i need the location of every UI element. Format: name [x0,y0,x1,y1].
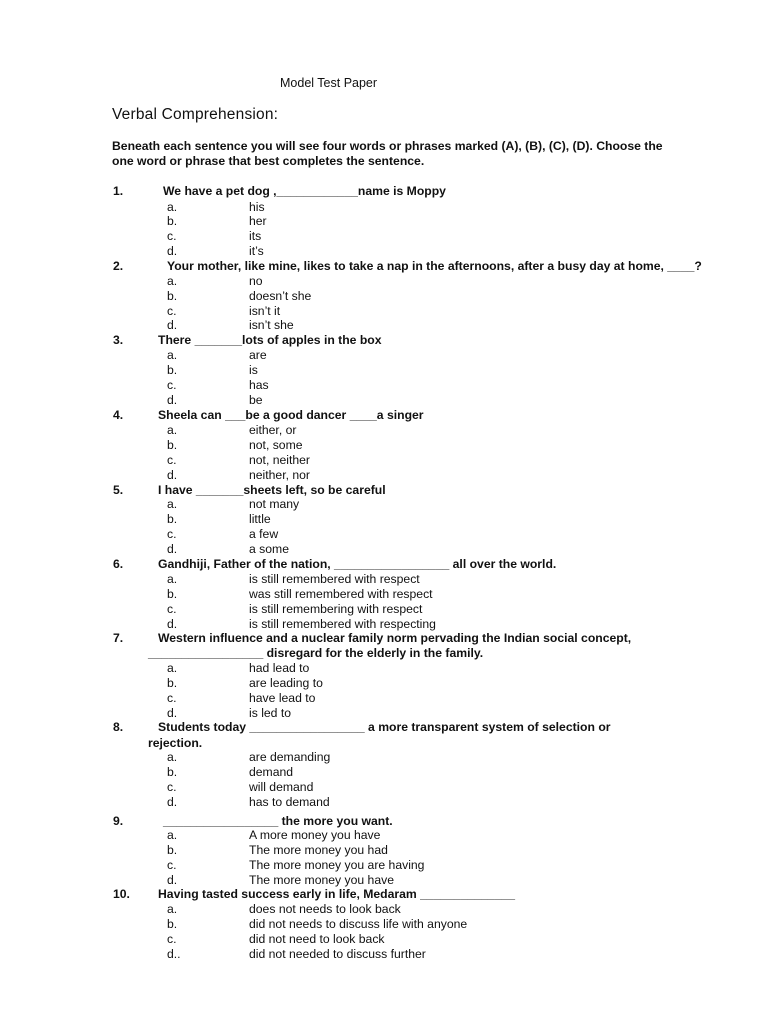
option-letter: c. [167,453,177,467]
option-text: The more money you are having [249,858,425,872]
option-letter: d. [167,318,178,332]
option-letter: b. [167,214,178,228]
option-text: little [249,512,271,526]
option-letter: d. [167,468,178,482]
option-text: not many [249,497,300,511]
option-text: isn’t it [249,304,281,318]
option-letter: c. [167,780,177,794]
option-letter: d. [167,244,178,258]
option-text: his [249,200,265,214]
option-text: is led to [249,706,292,720]
option-text: will demand [249,780,314,794]
option-text: are [249,348,267,362]
option-letter: a. [167,497,178,511]
question-number: 5. [113,483,124,497]
option-letter: a. [167,750,178,764]
option-text: The more money you have [249,873,394,887]
option-text: a some [249,542,289,556]
option-text: was still remembered with respect [249,587,433,601]
option-text: not, some [249,438,303,452]
option-letter: d.. [167,947,181,961]
question-text-continued: _________________ disregard for the elderly in the family. [148,646,484,660]
option-text: The more money you had [249,843,388,857]
option-text: is still remembered with respect [249,572,420,586]
option-text: had lead to [249,661,310,675]
option-letter: a. [167,902,178,916]
option-text: is still remembering with respect [249,602,423,616]
option-letter: a. [167,572,178,586]
option-letter: b. [167,512,178,526]
option-letter: a. [167,423,178,437]
option-text: are leading to [249,676,323,690]
option-text: is [249,363,258,377]
option-letter: d. [167,706,178,720]
option-letter: c. [167,602,177,616]
question-text: There _______lots of apples in the box [158,333,382,347]
question-number: 7. [113,631,124,645]
option-text: has [249,378,269,392]
option-text: her [249,214,267,228]
option-letter: b. [167,765,178,779]
question-number: 10. [113,887,130,901]
question-text: Gandhiji, Father of the nation, _________________ all over the world. [158,557,557,571]
option-text: is still remembered with respecting [249,617,436,631]
section-heading: Verbal Comprehension: [112,106,279,123]
option-text: demand [249,765,294,779]
option-text: are demanding [249,750,331,764]
question-number: 4. [113,408,124,422]
option-letter: b. [167,438,178,452]
question-text: Western influence and a nuclear family norm pervading the Indian social concept, [158,631,632,645]
question-number: 6. [113,557,124,571]
option-text: its [249,229,262,243]
question-text: _________________ the more you want. [163,814,393,828]
option-letter: a. [167,828,178,842]
option-letter: a. [167,274,178,288]
option-text: did not need to look back [249,932,385,946]
option-letter: d. [167,542,178,556]
question-number: 1. [113,184,124,198]
option-letter: b. [167,587,178,601]
option-letter: d. [167,393,178,407]
option-letter: c. [167,378,177,392]
option-text: a few [249,527,279,541]
option-letter: b. [167,917,178,931]
question-text-continued: rejection. [148,736,203,750]
option-text: neither, nor [249,468,310,482]
option-letter: a. [167,661,178,675]
option-letter: b. [167,676,178,690]
option-text: A more money you have [249,828,381,842]
question-number: 8. [113,720,124,734]
option-text: does not needs to look back [249,902,401,916]
option-text: have lead to [249,691,316,705]
option-letter: d. [167,617,178,631]
option-text: has to demand [249,795,330,809]
option-text: either, or [249,423,297,437]
option-letter: b. [167,843,178,857]
option-letter: c. [167,527,177,541]
option-letter: c. [167,691,177,705]
option-text: did not needed to discuss further [249,947,426,961]
option-letter: d. [167,873,178,887]
instructions-text: Beneath each sentence you will see four words or phrases marked (A), (B), (C), (D). Choose the one word or phrase that best completes the sentence. [112,139,663,168]
option-text: did not needs to discuss life with anyone [249,917,468,931]
question-number: 3. [113,333,124,347]
question-text: Sheela can ___be a good dancer ____a singer [158,408,424,422]
option-letter: c. [167,304,177,318]
option-letter: c. [167,858,177,872]
page-title: Model Test Paper [280,76,378,90]
option-text: be [249,393,263,407]
option-letter: a. [167,348,178,362]
option-letter: b. [167,289,178,303]
question-text: We have a pet dog ,____________name is Moppy [163,184,446,198]
option-letter: d. [167,795,178,809]
option-text: it’s [249,244,264,258]
option-letter: c. [167,229,177,243]
option-letter: b. [167,363,178,377]
option-text: no [249,274,263,288]
option-letter: c. [167,932,177,946]
option-text: isn’t she [249,318,294,332]
question-number: 9. [113,814,124,828]
question-text: Having tasted success early in life, Medaram ______________ [158,887,516,901]
question-text: Your mother, like mine, likes to take a nap in the afternoons, after a busy day at home, ____? [167,259,702,273]
question-number: 2. [113,259,124,273]
option-text: doesn’t she [249,289,312,303]
question-text: I have _______sheets left, so be careful [158,483,386,497]
question-text: Students today _________________ a more transparent system of selection or [158,720,611,734]
option-letter: a. [167,200,178,214]
option-text: not, neither [249,453,310,467]
